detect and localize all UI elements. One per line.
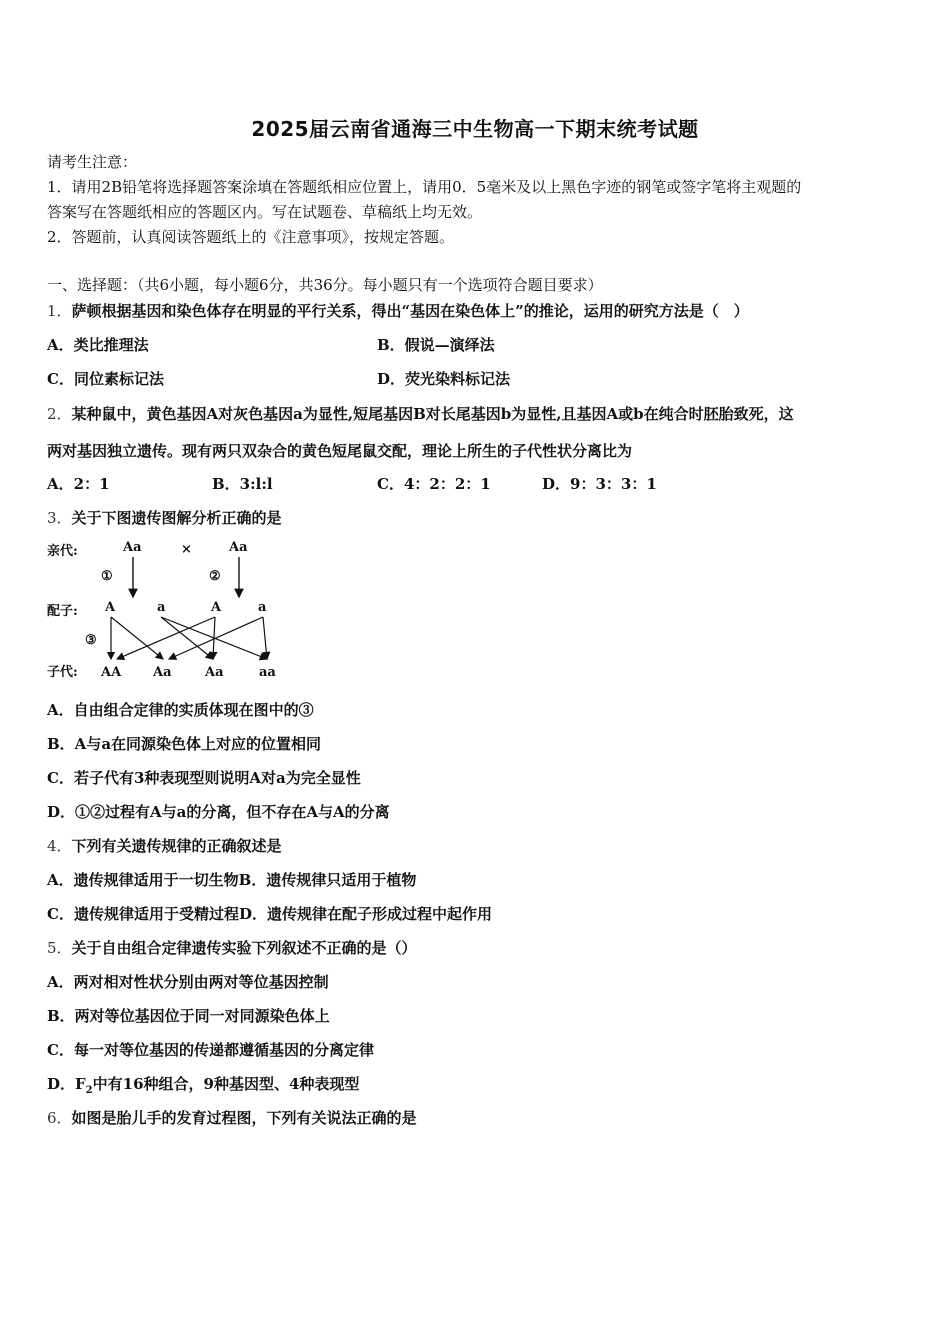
offspring-AA: AA [101, 665, 122, 680]
question-number: 4． [47, 837, 72, 855]
q3-option-c: C．若子代有3种表现型则说明A对a为完全显性 [47, 769, 361, 787]
question-stem: 关于下图遗传图解分析正确的是 [71, 509, 282, 527]
q1-option-c: C．同位素标记法 [47, 370, 164, 388]
q5-option-d [47, 1074, 359, 1101]
fertilization-line [117, 617, 215, 659]
parent-1-genotype: Aa [123, 540, 142, 555]
question-stem: 萨顿根据基因和染色体存在明显的平行关系，得出“基因在染色体上”的推论，运用的研究方法是（ ） [71, 302, 749, 320]
question-5 [47, 938, 417, 958]
gamete-A-1: A [105, 600, 116, 615]
q1-option-d: D．荧光染料标记法 [377, 370, 511, 388]
cross-symbol: × [181, 542, 192, 557]
fertilization-line [169, 617, 263, 659]
q4-options-cd: C．遗传规律适用于受精过程D．遗传规律在配子形成过程中起作用 [47, 905, 492, 923]
question-4 [47, 836, 282, 856]
gamete-A-2: A [211, 600, 222, 615]
question-stem: 下列有关遗传规律的正确叙述是 [71, 837, 282, 855]
question-number: 3． [47, 509, 72, 527]
question-stem: 关于自由组合定律遗传实验下列叙述不正确的是（） [71, 939, 417, 957]
notice-line-1a: 1．请用2B铅笔将选择题答案涂填在答题纸相应位置上，请用0．5毫米及以上黑色字迹的钢笔或签字笔将主观题的 [47, 178, 802, 196]
question-number: 1． [47, 302, 72, 320]
q5-option-d-rest: 中有16种组合，9种基因型、4种表现型 [92, 1075, 360, 1093]
question-1 [47, 301, 749, 321]
q5-option-b: B．两对等位基因位于同一对同源染色体上 [47, 1007, 330, 1025]
q3-option-b: B．A与a在同源染色体上对应的位置相同 [47, 735, 322, 753]
q5-option-a: A．两对相对性状分别由两对等位基因控制 [47, 973, 329, 991]
question-3 [47, 508, 282, 528]
step-1-label: ① [101, 569, 113, 584]
q3-option-d: D．①②过程有A与a的分离，但不存在A与A的分离 [47, 803, 390, 821]
section-heading: 一、选择题：（共6小题，每小题6分，共36分。每小题只有一个选项符合题目要求） [47, 276, 603, 294]
q2-option-d: D．9：3：3：1 [542, 475, 657, 493]
q5-option-d-prefix: D．F [47, 1075, 86, 1093]
question-number: 2． [47, 405, 72, 423]
page-title: 2025届云南省通海三中生物高一下期末统考试题 [251, 117, 699, 141]
question-stem-a: 某种鼠中，黄色基因A对灰色基因a为显性,短尾基因B对长尾基因b为显性,且基因A或b在纯合时胚胎致死，这 [71, 405, 794, 423]
q1-option-b: B．假说—演绎法 [377, 336, 495, 354]
question-2 [47, 404, 794, 424]
notice-line-1b: 答案写在答题纸相应的答题区内。写在试题卷、草稿纸上均无效。 [47, 203, 483, 221]
question-number: 6． [47, 1109, 72, 1127]
offspring-Aa-2: Aa [205, 665, 224, 680]
q5-option-c: C．每一对等位基因的传递都遵循基因的分离定律 [47, 1041, 374, 1059]
fertilization-line [111, 617, 163, 659]
q2-option-a: A．2：1 [47, 475, 110, 493]
q2-option-b: B．3:l:l [212, 475, 273, 493]
fertilization-line [161, 617, 213, 659]
notice-heading: 请考生注意： [47, 153, 138, 171]
parent-2-genotype: Aa [229, 540, 248, 555]
question-number: 5． [47, 939, 72, 957]
q3-option-a: A．自由组合定律的实质体现在图中的③ [47, 701, 314, 719]
notice-line-2: 2．答题前，认真阅读答题纸上的《注意事项》，按规定答题。 [47, 228, 455, 246]
step-3-label: ③ [85, 633, 97, 648]
question-6 [47, 1108, 417, 1128]
question-stem: 如图是胎儿手的发育过程图，下列有关说法正确的是 [71, 1109, 417, 1127]
cross-diagram-svg [45, 535, 295, 685]
offspring-label: 子代: [47, 665, 78, 680]
offspring-aa: aa [259, 665, 276, 680]
q2-option-c: C．4：2：2：1 [377, 475, 491, 493]
gamete-a-1: a [157, 600, 166, 615]
genetic-cross-diagram [45, 535, 295, 689]
q4-options-ab: A．遗传规律适用于一切生物B．遗传规律只适用于植物 [47, 871, 417, 889]
gamete-a-2: a [258, 600, 267, 615]
step-2-label: ② [209, 569, 221, 584]
fertilization-line [263, 617, 267, 659]
offspring-Aa-1: Aa [153, 665, 172, 680]
gamete-label: 配子: [47, 604, 78, 619]
parent-generation-label: 亲代: [47, 544, 78, 559]
q1-option-a: A．类比推理法 [47, 336, 149, 354]
q5-option-d-subscript: 2 [85, 1085, 93, 1096]
question-2-stem-b: 两对基因独立遗传。现有两只双杂合的黄色短尾鼠交配，理论上所生的子代性状分离比为 [47, 442, 633, 460]
